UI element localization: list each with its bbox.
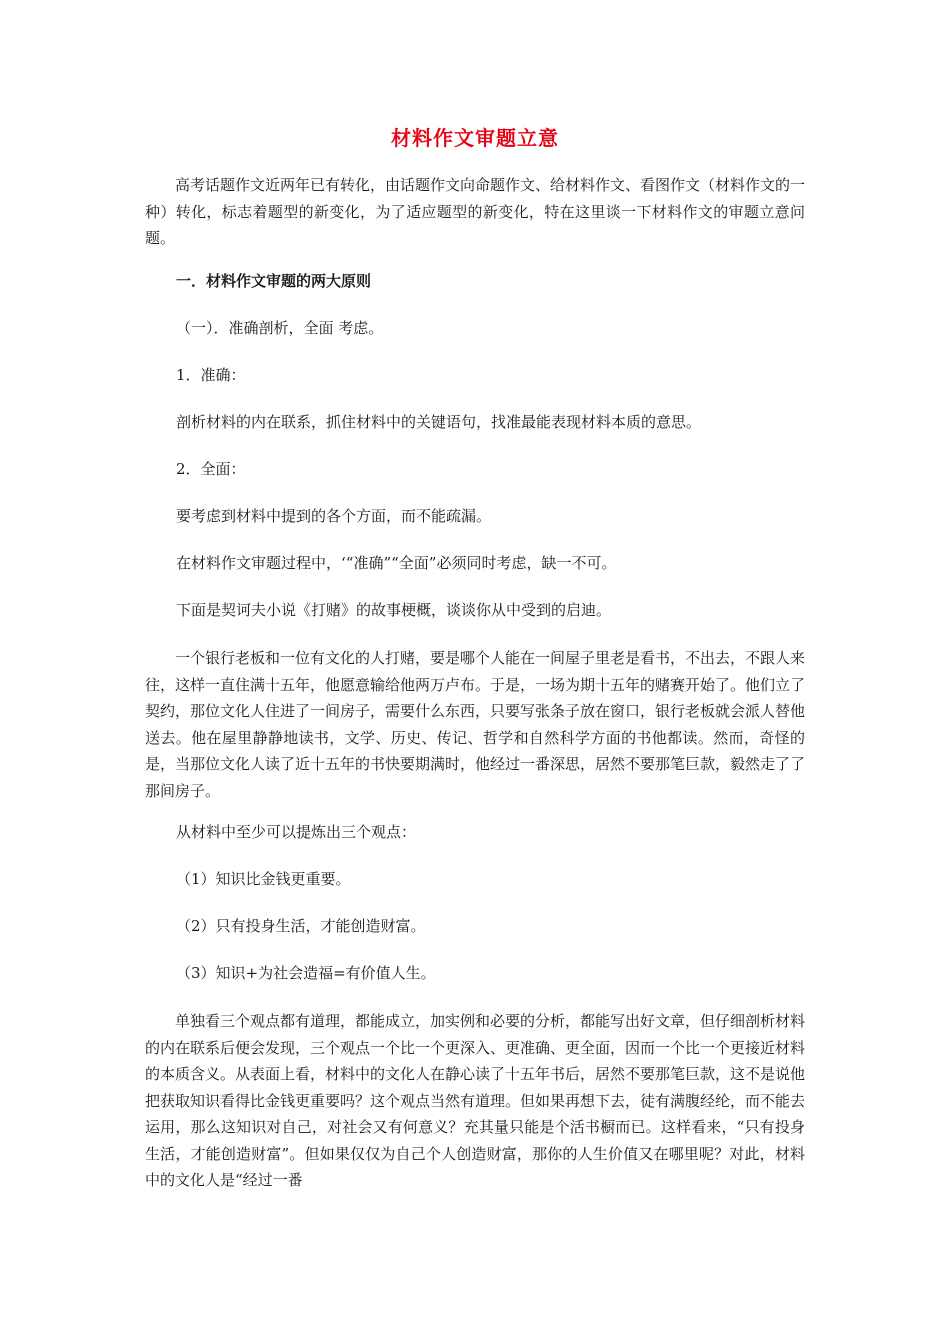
subsection-heading: （一）．准确剖析，全面 考虑。 xyxy=(176,319,384,337)
intro-paragraph: 高考话题作文近两年已有转化，由话题作文向命题作文、给材料作文、看图作文（材料作文的一种）转化，标志着题型的新变化，为了适应题型的新变化，特在这里谈一下材料作文的审题立意问题。 xyxy=(145,176,806,247)
point-text: 要考虑到材料中提到的各个方面，而不能疏漏。 xyxy=(176,507,492,525)
summary-paragraph: 在材料作文审题过程中，‘“准确”“全面”必须同时考虑，缺一不可。 xyxy=(176,554,617,572)
viewpoints-intro: 从材料中至少可以提炼出三个观点： xyxy=(176,823,417,841)
viewpoint-item: （3）知识+为社会造福=有价值人生。 xyxy=(176,964,436,982)
example-intro: 下面是契诃夫小说《打赌》的故事梗概，谈谈你从中受到的启迪。 xyxy=(176,601,612,619)
viewpoint-item: （1）知识比金钱更重要。 xyxy=(176,870,351,888)
section-heading: 一．材料作文审题的两大原则 xyxy=(176,272,372,290)
viewpoint-item: （2）只有投身生活，才能创造财富。 xyxy=(176,917,426,935)
document-title: 材料作文审题立意 xyxy=(391,126,559,150)
point-label: 1．准确： xyxy=(176,366,246,384)
point-text: 剖析材料的内在联系，抓住材料中的关键语句，找准最能表现材料本质的意思。 xyxy=(176,413,702,431)
story-paragraph: 一个银行老板和一位有文化的人打赌，要是哪个人能在一间屋子里老是看书，不出去，不跟人来往，这样一直住满十五年，他愿意输给他两万卢布。于是，一场为期十五年的赌赛开始了。他们立了契约，那位文化人住进了一间房子，需要什么东西，只要写张条子放在窗口，银行老板就会派人替他送去。他在屋里静静地读书，文学、历史、传记、哲学和自然科学方面的书他都读。然而，奇怪的是，当那位文化人读了近十五年的书快要期满时，他经过一番深思，居然不要那笔巨款，毅然走了了那间房子。 xyxy=(145,649,806,800)
point-label: 2．全面： xyxy=(176,460,246,478)
analysis-paragraph: 单独看三个观点都有道理，都能成立，加实例和必要的分析，都能写出好文章，但仔细剖析材料的内在联系后便会发现，三个观点一个比一个更深入、更准确、更全面，因而一个比一个更接近材料的本质含义。从表面上看，材料中的文化人在静心读了十五年书后，居然不要那笔巨款，这不是说他把获取知识看得比金钱更重要吗？这个观点当然有道理。但如果再想下去，徒有满腹经纶，而不能去运用，那么这知识对自己，对社会又有何意义？充其量只能是个活书橱而已。这样看来，“只有投身生活，才能创造财富”。但如果仅仅为自己个人创造财富，那你的人生价值又在哪里呢？对此，材料中的文化人是“经过一番 xyxy=(145,1012,806,1189)
